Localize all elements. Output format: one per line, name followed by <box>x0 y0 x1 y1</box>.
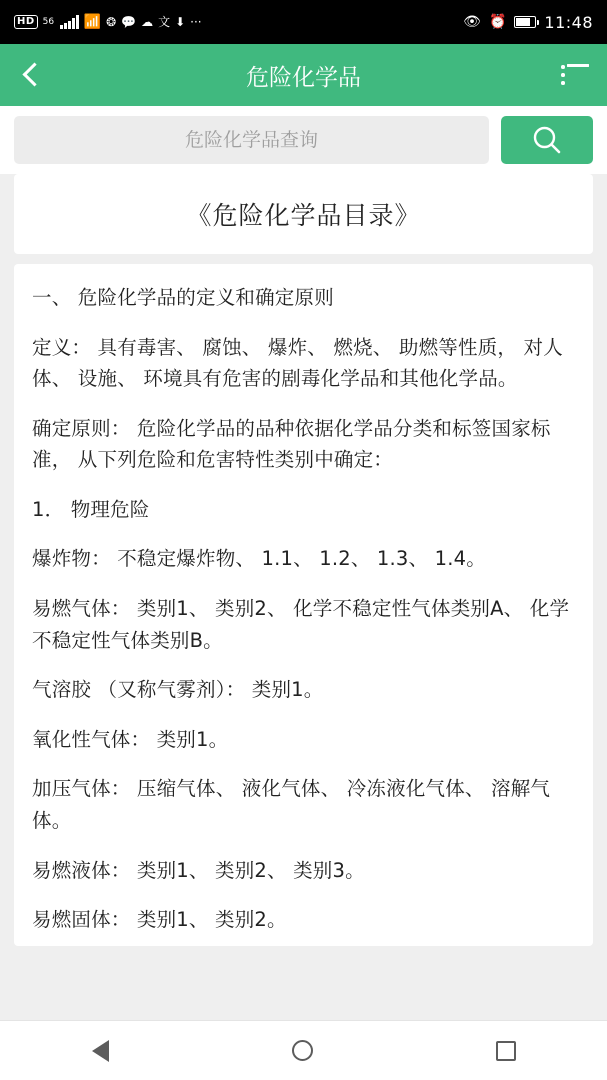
alarm-icon: ⏰ <box>488 14 507 30</box>
paragraph: 一、 危险化学品的定义和确定原则 <box>32 286 334 309</box>
nav-back-icon[interactable] <box>92 1040 109 1062</box>
search-input[interactable] <box>14 116 489 164</box>
system-nav-bar <box>0 1020 607 1080</box>
nav-recent-icon[interactable] <box>496 1041 516 1061</box>
menu-icon[interactable] <box>561 64 589 86</box>
network-type-label: 56 <box>42 17 55 27</box>
search-icon <box>530 123 564 157</box>
nav-home-icon[interactable] <box>292 1040 313 1061</box>
content-scroll-area[interactable] <box>0 174 607 1020</box>
paragraph: 1． 物理危险 <box>32 497 150 521</box>
hd-badge: HD <box>14 15 38 29</box>
paragraph: 易燃气体： 类别1、 类别2、 化学不稳定性气体类别A、 化学不稳定性气体类别B。 <box>32 597 570 652</box>
paragraph: 爆炸物： 不稳定爆炸物、 1.1、 1.2、 1.3、 1.4。 <box>32 547 486 571</box>
status-bar-left <box>14 15 202 29</box>
battery-icon <box>514 16 536 28</box>
search-bar <box>0 106 607 174</box>
paragraph: 定义： 具有毒害、 腐蚀、 爆炸、 燃烧、 助燃等性质， 对人体、 设施、 环境具有危害的剧毒化学品和其他化学品。 <box>32 335 563 391</box>
document-title: 《危险化学品目录》 <box>186 201 421 230</box>
bluetooth-icon: ❂ <box>106 15 117 29</box>
back-icon[interactable] <box>18 62 44 88</box>
paragraph: 易燃固体： 类别1、 类别2。 <box>32 908 287 932</box>
ime-chinese-icon: 文 <box>158 15 171 29</box>
eye-icon: 👁 <box>463 14 481 30</box>
more-icon: ··· <box>190 15 202 29</box>
signal-bars-icon <box>60 15 79 29</box>
status-bar <box>0 0 607 44</box>
paragraph: 气溶胶 （又称气雾剂）： 类别1。 <box>32 678 324 702</box>
status-clock: 11:48 <box>544 12 593 32</box>
cloud-icon: ☁ <box>141 15 154 29</box>
paragraph: 氧化性气体： 类别1。 <box>32 727 229 751</box>
message-icon: 💬 <box>121 15 137 29</box>
status-bar-right <box>463 13 593 32</box>
wifi-icon: 📶 <box>83 14 102 30</box>
app-bar <box>0 44 607 106</box>
paragraph: 确定原则： 危险化学品的品种依据化学品分类和标签国家标准， 从下列危险和危害特性类别中确定： <box>32 416 551 472</box>
download-icon: ⬇ <box>175 15 186 29</box>
paragraph: 加压气体： 压缩气体、 液化气体、 冷冻液化气体、 溶解气体。 <box>32 777 551 832</box>
search-button[interactable] <box>501 116 593 164</box>
document-title-card <box>14 174 593 254</box>
document-body-card <box>14 264 593 946</box>
paragraph: 易燃液体： 类别1、 类别2、 类别3。 <box>32 858 365 882</box>
page-title: 危险化学品 <box>246 64 361 91</box>
